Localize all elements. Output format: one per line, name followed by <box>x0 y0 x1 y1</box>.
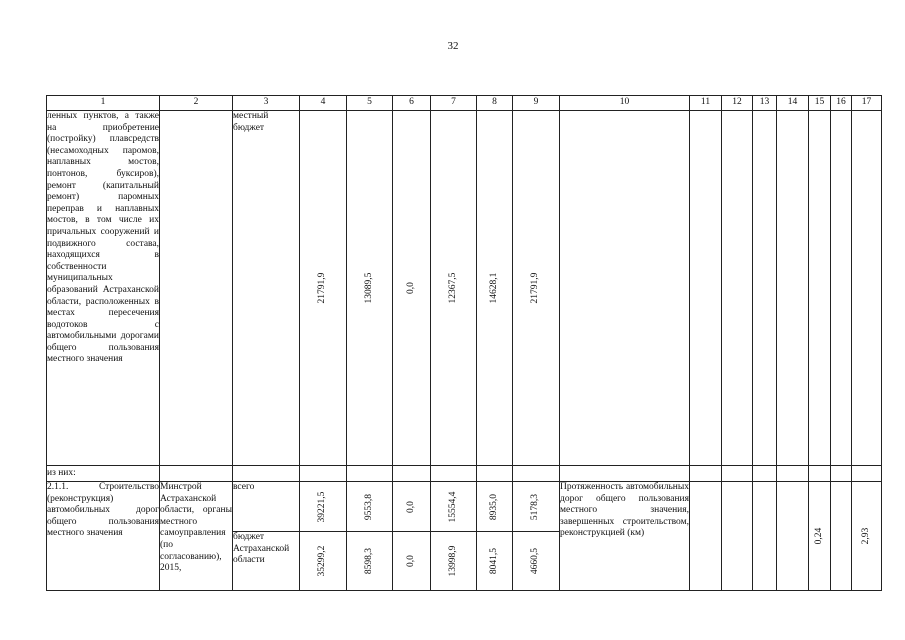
row2-empty <box>753 482 777 591</box>
header-cell-17: 17 <box>852 96 882 111</box>
row1-empty <box>852 111 882 466</box>
row1-empty <box>831 111 852 466</box>
row2-regional-value: 4660,5 <box>513 532 560 591</box>
row1-empty <box>809 111 831 466</box>
row2-empty <box>690 482 722 591</box>
table-row <box>47 466 882 482</box>
header-cell-6: 6 <box>393 96 431 111</box>
row2-regional-value: 0,0 <box>393 532 431 591</box>
row2-source-total: всего <box>233 482 300 532</box>
row1-indicator <box>560 111 690 466</box>
header-cell-2: 2 <box>160 96 233 111</box>
row2-total-value: 39221,5 <box>300 482 347 532</box>
row1-value: 12367,5 <box>431 111 477 466</box>
header-cell-3: 3 <box>233 96 300 111</box>
row1-empty <box>722 111 753 466</box>
row1-empty <box>690 111 722 466</box>
empty-cell <box>431 466 477 482</box>
header-cell-5: 5 <box>347 96 393 111</box>
header-cell-4: 4 <box>300 96 347 111</box>
empty-cell <box>777 466 809 482</box>
header-cell-15: 15 <box>809 96 831 111</box>
row2-empty <box>831 482 852 591</box>
row2-executor: Минстрой Астраханской области, органы местного самоуправления (по согласованию), 2015, <box>160 482 233 591</box>
row2-target-value: 0,24 <box>809 482 831 591</box>
empty-cell <box>852 466 882 482</box>
row2-description: 2.1.1. Строительство (реконструкция) автомобильных дорог общего пользования местного значения <box>47 482 160 591</box>
empty-cell <box>722 466 753 482</box>
header-cell-11: 11 <box>690 96 722 111</box>
row2-source-regional: бюджет Астраханской области <box>233 532 300 591</box>
row2-regional-value: 13998,9 <box>431 532 477 591</box>
row1-value: 14628,1 <box>477 111 513 466</box>
empty-cell <box>477 466 513 482</box>
header-cell-14: 14 <box>777 96 809 111</box>
empty-cell <box>347 466 393 482</box>
subheading: из них: <box>47 466 160 482</box>
row1-empty <box>777 111 809 466</box>
row2-regional-value: 35299,2 <box>300 532 347 591</box>
header-cell-10: 10 <box>560 96 690 111</box>
empty-cell <box>513 466 560 482</box>
row2-total-value: 0,0 <box>393 482 431 532</box>
header-cell-1: 1 <box>47 96 160 111</box>
row1-value: 13089,5 <box>347 111 393 466</box>
empty-cell <box>393 466 431 482</box>
row2-total-value: 5178,3 <box>513 482 560 532</box>
header-cell-9: 9 <box>513 96 560 111</box>
row2-regional-value: 8598,3 <box>347 532 393 591</box>
header-cell-16: 16 <box>831 96 852 111</box>
empty-cell <box>831 466 852 482</box>
table-row <box>47 482 882 532</box>
empty-cell <box>560 466 690 482</box>
row1-description: ленных пунктов, а также на приобретение (постройку) плавсредств (несамоходных паромов, наплавных мостов, понтонов, буксиров), ремонт (капитальный ремонт) паромных переправ и наплавных мостов, в том числе их причальных сооружений и подвижного состава, находящихся в собственности муниципальных образований Астраханской области, расположенных в местах пересечения водотоков с автомобильными дорогами общего пользования местного значения <box>47 111 160 466</box>
empty-cell <box>233 466 300 482</box>
empty-cell <box>160 466 233 482</box>
row1-value: 21791,9 <box>513 111 560 466</box>
row2-total-value: 9553,8 <box>347 482 393 532</box>
page-number: 32 <box>447 40 459 52</box>
row1-source: местный бюджет <box>233 111 300 466</box>
row2-empty <box>777 482 809 591</box>
row2-total-value: 15554,4 <box>431 482 477 532</box>
row2-indicator: Протяженность автомобильных дорог общего пользования местного значения, завершенных строительством, реконструкцией (км) <box>560 482 690 591</box>
row1-empty <box>753 111 777 466</box>
empty-cell <box>753 466 777 482</box>
header-cell-13: 13 <box>753 96 777 111</box>
header-cell-12: 12 <box>722 96 753 111</box>
row1-value: 0,0 <box>393 111 431 466</box>
header-cell-8: 8 <box>477 96 513 111</box>
empty-cell <box>690 466 722 482</box>
row1-executor <box>160 111 233 466</box>
table-row <box>47 111 882 466</box>
row2-total-value: 8935,0 <box>477 482 513 532</box>
header-cell-7: 7 <box>431 96 477 111</box>
row2-empty <box>722 482 753 591</box>
row1-value: 21791,9 <box>300 111 347 466</box>
row2-target-value: 2,93 <box>852 482 882 591</box>
row2-regional-value: 8041,5 <box>477 532 513 591</box>
header-row <box>47 96 882 111</box>
empty-cell <box>809 466 831 482</box>
budget-table <box>46 95 882 591</box>
empty-cell <box>300 466 347 482</box>
